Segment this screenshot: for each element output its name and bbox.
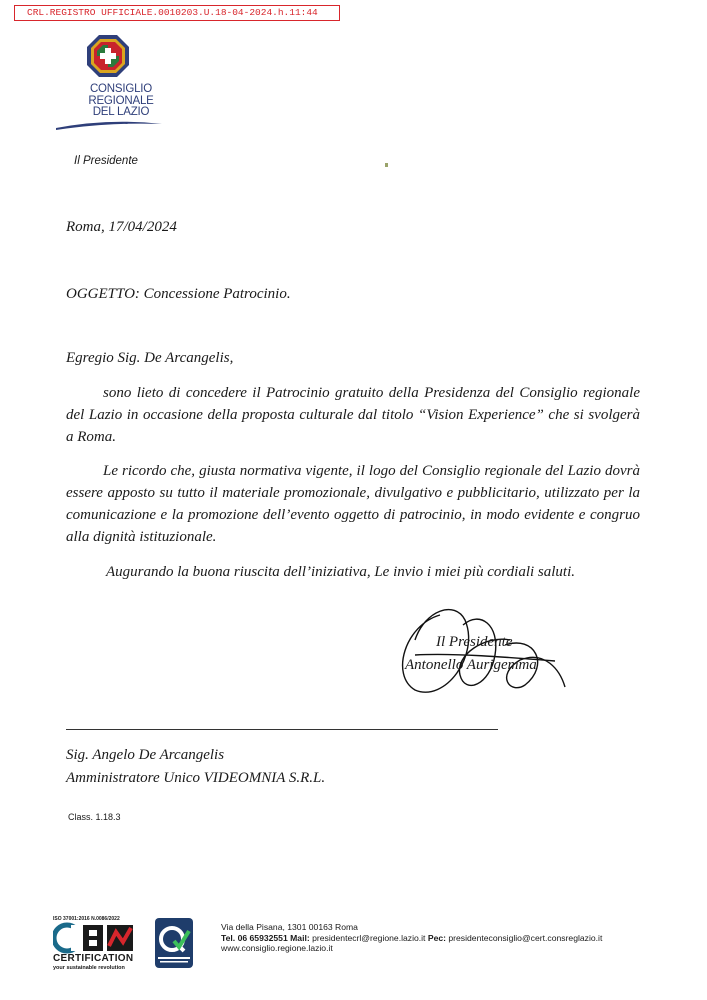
mail-link[interactable]: presidentecrl@regione.lazio.it — [312, 932, 426, 943]
tel-label: Tel. — [221, 932, 236, 943]
pec-link[interactable]: presidenteconsiglio@cert.consreglazio.it — [448, 932, 603, 943]
logo-line-1: CONSIGLIO — [89, 83, 153, 95]
letter-body — [66, 382, 640, 560]
council-logo-text — [76, 84, 166, 119]
signature-name: Antonello Aurigemma — [405, 657, 537, 673]
recipient-role: Amministratore Unico VIDEOMNIA S.R.L. — [66, 770, 326, 786]
certification-word: CERTIFICATION — [53, 953, 134, 964]
letter-date: Roma, 17/04/2024 — [66, 219, 177, 235]
council-emblem-icon — [86, 34, 130, 78]
quality-badge-icon — [154, 917, 194, 969]
scan-speck — [385, 163, 388, 167]
body-paragraph-1: sono lieto di concedere il Patrocinio gratuito della Presidenza del Consiglio regionale del Lazio in occasione della proposta culturale dal titolo “Vision Experience” che si svolgerà a Roma. — [66, 385, 640, 445]
body-paragraph-2: Le ricordo che, giusta normativa vigente, il logo del Consiglio regionale del Lazio dovrà essere apposto su tutto il materiale promozionale, divulgativo e pubblicitario, utilizzato per la comunicazione e la promozione dell’evento oggetto di patrocinio, in modo evidente e congruo alla dignità istituzionale. — [66, 463, 640, 545]
letter-closing: Augurando la buona riuscita dell’iniziativa, Le invio i miei più cordiali saluti. — [106, 564, 576, 580]
logo-swoosh — [54, 116, 164, 134]
office-heading: Il Presidente — [74, 155, 138, 167]
logo-line-3: DEL LAZIO — [92, 106, 150, 118]
certification-standards: ISO 37001:2016 N.0086/2022 — [53, 916, 120, 922]
signature-title: Il Presidente — [436, 634, 513, 650]
certification-tagline: your sustainable revolution — [53, 965, 125, 971]
logo-line-2: REGIONALE — [88, 94, 154, 107]
pec-label: Pec: — [427, 932, 446, 943]
footer-address: Via della Pisana, 1301 00163 Roma — [221, 922, 358, 932]
letter-salutation: Egregio Sig. De Arcangelis, — [66, 350, 234, 366]
footer-contact-line — [221, 933, 602, 944]
recipient-name: Sig. Angelo De Arcangelis — [66, 747, 225, 763]
letter-subject: OGGETTO: Concessione Patrocinio. — [66, 286, 291, 302]
website-link[interactable]: www.consiglio.regione.lazio.it — [221, 943, 333, 953]
cbm-certification-logo-icon — [53, 922, 135, 954]
protocol-stamp: CRL.REGISTRO UFFICIALE.0010203.U.18-04-2024.h.11:44 — [14, 5, 340, 21]
footer-contacts — [221, 922, 602, 954]
tel-number: 06 65932551 — [237, 932, 288, 943]
separator-line — [66, 729, 498, 730]
classification-code: Class. 1.18.3 — [68, 812, 121, 822]
mail-label: Mail: — [290, 932, 310, 943]
